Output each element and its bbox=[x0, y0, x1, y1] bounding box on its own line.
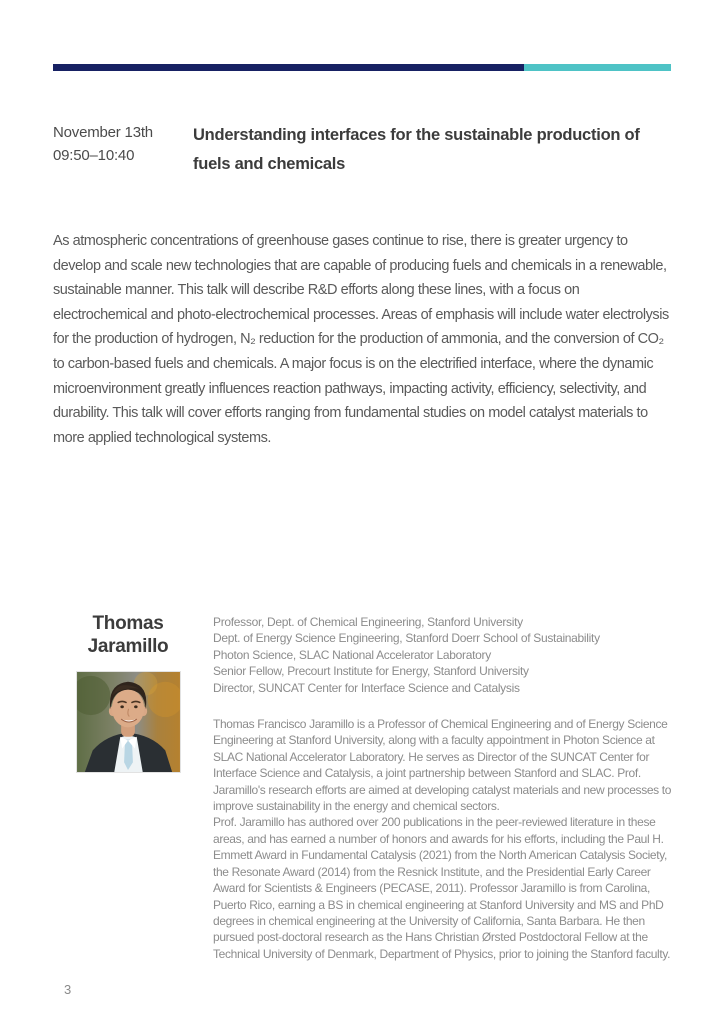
session-title: Understanding interfaces for the sustainable production of fuels and chemicals bbox=[193, 126, 640, 173]
session-header bbox=[53, 121, 677, 179]
speaker-affiliations bbox=[213, 614, 675, 696]
top-accent-bar bbox=[53, 64, 671, 71]
affiliation-line: Director, SUNCAT Center for Interface Science and Catalysis bbox=[213, 680, 520, 695]
bio-paragraph: Thomas Francisco Jaramillo is a Professor of Chemical Engineering and of Energy Science Engineering at Stanford University, along with a faculty appointment in Photon Science at SLAC National Accelerator Laboratory. He serves as Director of the SUNCAT Center for Interface Science and Catalysis, a joint partnership between Stanford and SLAC. Prof. Jaramillo's research efforts are aimed at developing catalyst materials and new processes to improve sustainability in the energy and chemical sectors. bbox=[213, 717, 672, 814]
affiliation-line: Senior Fellow, Precourt Institute for Energy, Stanford University bbox=[213, 664, 529, 679]
session-abstract: As atmospheric concentrations of greenhouse gases continue to rise, there is greater urgency to develop and scale new technologies that are capable of producing fuels and chemicals in a renewable, sustainable manner. This talk will describe R&D efforts along these lines, with a focus on electrochemical and photo-electrochemical processes. Areas of emphasis will include water electrolysis for the production of hydrogen, N₂ reduction for the production of ammonia, and the conversion of CO₂ to carbon-based fuels and chemicals. A major focus is on the electrified interface, where the dynamic microenvironment greatly influences reaction pathways, impacting activity, efficiency, selectivity, and durability. This talk will cover efforts ranging from fundamental studies on model catalyst materials to more applied technological systems. bbox=[53, 233, 669, 446]
speaker-section bbox=[53, 612, 675, 962]
session-date: November 13th bbox=[53, 124, 153, 141]
affiliation-line: Dept. of Energy Science Engineering, Stanford Doerr School of Sustainability bbox=[213, 631, 600, 646]
affiliation-line: Professor, Dept. of Chemical Engineering, Stanford University bbox=[213, 615, 523, 629]
portrait-illustration bbox=[76, 672, 181, 772]
speaker-details-column bbox=[213, 614, 675, 962]
accent-bar-navy-segment bbox=[53, 64, 524, 71]
bio-paragraph: Prof. Jaramillo has authored over 200 publications in the peer-reviewed literature in these areas, and has earned a number of honors and awards for his efforts, including the Paul H. Emmett Award in Fundamental Catalysis (2021) from the North American Catalysis Society, the Resonate Award (2014) from the Resnick Institute, and the Presidential Early Career Award for Scientists & Engineers (PECASE, 2011). Professor Jaramillo is from Carolina, Puerto Rico, earning a BS in chemical engineering at Stanford University and MS and PhD degrees in chemical engineering at the University of California, Santa Barbara. He then pursued post-doctoral research as the Hans Christian Ørsted Postdoctoral Fellow at the Technical University of Denmark, Department of Physics, prior to joining the Stanford faculty. bbox=[213, 815, 671, 961]
accent-bar-teal-segment bbox=[524, 64, 671, 71]
session-datetime bbox=[53, 121, 193, 167]
speaker-photo bbox=[76, 671, 181, 773]
speaker-bio bbox=[213, 716, 675, 962]
speaker-identity-column bbox=[53, 612, 203, 773]
affiliation-line: Photon Science, SLAC National Accelerator Laboratory bbox=[213, 647, 491, 662]
speaker-name: Thomas Jaramillo bbox=[87, 613, 169, 657]
page-number: 3 bbox=[64, 982, 72, 997]
session-time: 09:50–10:40 bbox=[53, 147, 135, 164]
